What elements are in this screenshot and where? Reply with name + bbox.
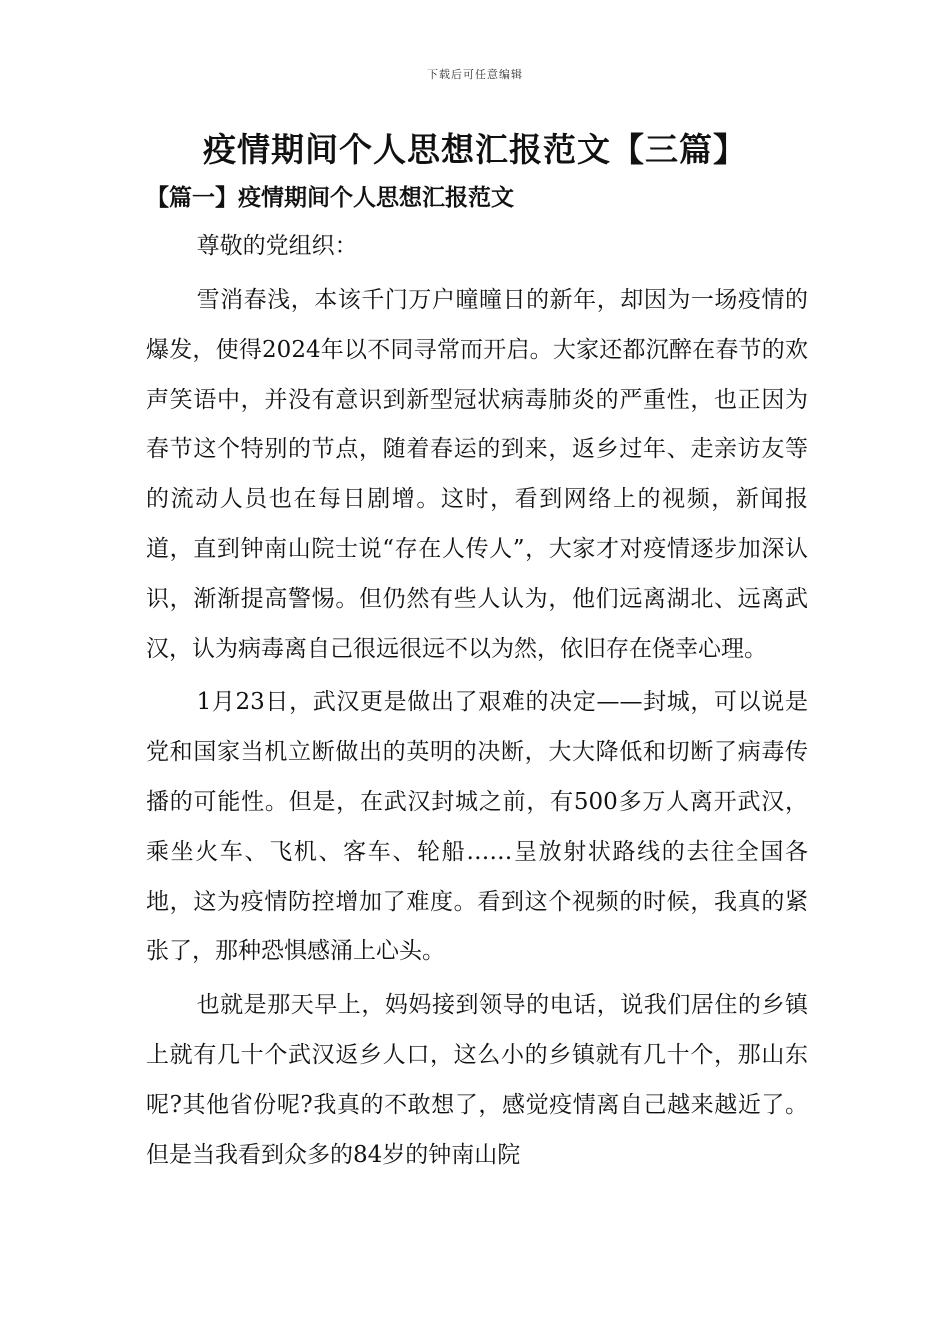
paragraph-3: 也就是那天早上，妈妈接到领导的电话，说我们居住的乡镇上就有几十个武汉返乡人口，这么小的乡镇就有几十个，那山东呢?其他省份呢?我真的不敢想了，感觉疫情离自己越来越近了。但是当我看到众多的84岁的钟南山院 <box>146 992 808 1168</box>
document-body <box>146 228 808 1184</box>
salutation: 尊敬的党组织： <box>196 233 358 259</box>
document-title: 疫情期间个人思想汇报范文【三篇】 <box>203 130 747 169</box>
header-note: 下载后可任意编辑 <box>427 68 523 81</box>
paragraph-2: 1月23日，武汉更是做出了艰难的决定——封城，可以说是党和国家当机立断做出的英明的决断，大大降低和切断了病毒传播的可能性。但是，在武汉封城之前，有500多万人离开武汉，乘坐火车、飞机、客车、轮船……呈放射状路线的去往全国各地，这为疫情防控增加了难度。看到这个视频的时候，我真的紧张了，那种恐惧感涌上心头。 <box>146 689 808 965</box>
section-heading: 【篇一】疫情期间个人思想汇报范文 <box>146 184 514 211</box>
paragraph-1: 雪消春浅，本该千门万户曈曈日的新年，却因为一场疫情的爆发，使得2024年以不同寻常而开启。大家还都沉醉在春节的欢声笑语中，并没有意识到新型冠状病毒肺炎的严重性，也正因为春节这个特别的节点，随着春运的到来，返乡过年、走亲访友等的流动人员也在每日剧增。这时，看到网络上的视频，新闻报道，直到钟南山院士说“存在人传人”，大家才对疫情逐步加深认识，渐渐提高警惕。但仍然有些人认为，他们远离湖北、远离武汉，认为病毒离自己很远很远不以为然，依旧存在侥幸心理。 <box>146 287 808 662</box>
